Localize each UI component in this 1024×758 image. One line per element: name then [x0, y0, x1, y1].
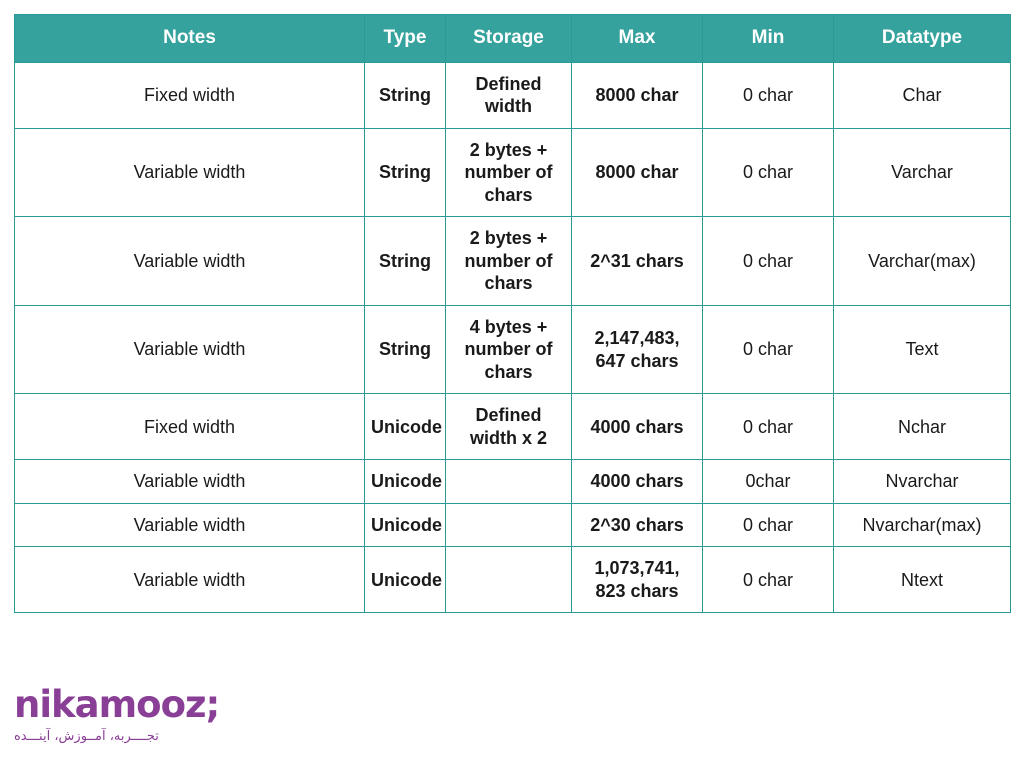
table-header-row	[15, 15, 1011, 63]
cell-max: 2^31 chars	[572, 217, 703, 306]
footer	[14, 683, 414, 744]
cell-notes: Fixed width	[15, 394, 365, 460]
logo-tagline: تجــــربه، آمــوزش، آینـــده	[14, 729, 159, 744]
cell-min: 0 char	[703, 217, 834, 306]
column-header-notes: Notes	[15, 15, 365, 63]
cell-notes: Variable width	[15, 217, 365, 306]
cell-notes: Variable width	[15, 503, 365, 547]
cell-storage	[446, 503, 572, 547]
table-row	[15, 128, 1011, 217]
cell-datatype: Nvarchar(max)	[834, 503, 1011, 547]
brand-logo	[14, 683, 414, 744]
cell-notes: Variable width	[15, 128, 365, 217]
column-header-datatype: Datatype	[834, 15, 1011, 63]
cell-type: Unicode	[365, 547, 446, 613]
cell-notes: Variable width	[15, 305, 365, 394]
cell-storage: 2 bytes + number of chars	[446, 217, 572, 306]
cell-max: 1,073,741, 823 chars	[572, 547, 703, 613]
cell-type: String	[365, 305, 446, 394]
cell-min: 0 char	[703, 305, 834, 394]
table-body	[15, 62, 1011, 613]
table-row	[15, 460, 1011, 504]
table-row	[15, 547, 1011, 613]
table-row	[15, 217, 1011, 306]
cell-storage	[446, 460, 572, 504]
cell-storage: Defined width	[446, 62, 572, 128]
cell-max: 4000 chars	[572, 394, 703, 460]
cell-datatype: Varchar	[834, 128, 1011, 217]
cell-datatype: Char	[834, 62, 1011, 128]
column-header-storage: Storage	[446, 15, 572, 63]
cell-type: Unicode	[365, 460, 446, 504]
logo-accent: ;	[205, 683, 220, 726]
cell-type: String	[365, 128, 446, 217]
cell-notes: Variable width	[15, 460, 365, 504]
cell-storage: 2 bytes + number of chars	[446, 128, 572, 217]
cell-min: 0 char	[703, 503, 834, 547]
cell-storage	[446, 547, 572, 613]
cell-min: 0 char	[703, 62, 834, 128]
table-row	[15, 305, 1011, 394]
cell-storage: 4 bytes + number of chars	[446, 305, 572, 394]
sql-datatypes-table	[14, 14, 1011, 613]
cell-max: 8000 char	[572, 128, 703, 217]
table-row	[15, 503, 1011, 547]
table-row	[15, 394, 1011, 460]
cell-min: 0 char	[703, 394, 834, 460]
table-row	[15, 62, 1011, 128]
cell-datatype: Nvarchar	[834, 460, 1011, 504]
column-header-type: Type	[365, 15, 446, 63]
cell-type: Unicode	[365, 394, 446, 460]
cell-max: 2,147,483, 647 chars	[572, 305, 703, 394]
cell-datatype: Text	[834, 305, 1011, 394]
column-header-min: Min	[703, 15, 834, 63]
cell-notes: Variable width	[15, 547, 365, 613]
cell-notes: Fixed width	[15, 62, 365, 128]
cell-max: 2^30 chars	[572, 503, 703, 547]
cell-max: 4000 chars	[572, 460, 703, 504]
cell-max: 8000 char	[572, 62, 703, 128]
column-header-max: Max	[572, 15, 703, 63]
cell-type: String	[365, 62, 446, 128]
logo-name: nikamooz	[14, 683, 206, 726]
cell-min: 0char	[703, 460, 834, 504]
cell-datatype: Nchar	[834, 394, 1011, 460]
cell-type: Unicode	[365, 503, 446, 547]
cell-min: 0 char	[703, 128, 834, 217]
cell-datatype: Ntext	[834, 547, 1011, 613]
cell-storage: Defined width x 2	[446, 394, 572, 460]
table-header	[15, 15, 1011, 63]
logo-wordmark	[14, 683, 220, 726]
cell-type: String	[365, 217, 446, 306]
cell-min: 0 char	[703, 547, 834, 613]
cell-datatype: Varchar(max)	[834, 217, 1011, 306]
